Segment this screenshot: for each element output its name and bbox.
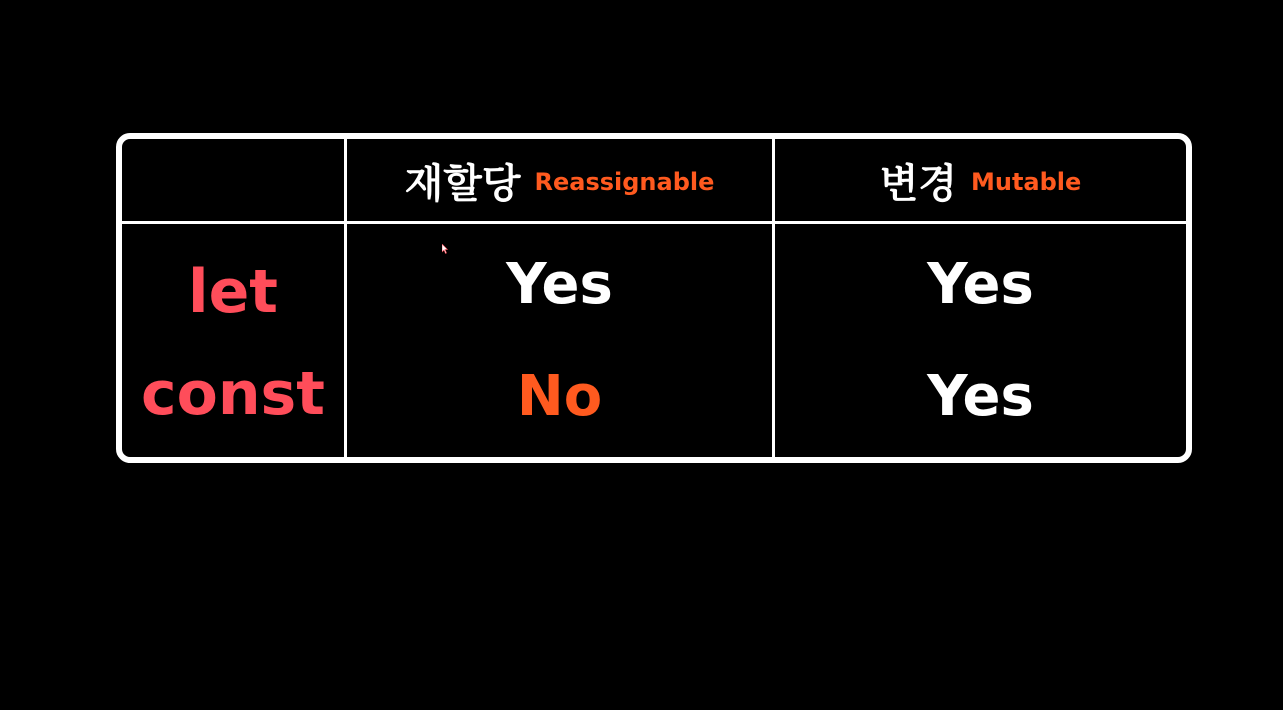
header-reassignable [347,139,772,221]
mouse-pointer-icon [442,244,448,254]
row-label-const: const [141,359,325,429]
header-mutable [775,139,1186,221]
const-reassignable-value: No [516,363,603,429]
header-mutable-korean: 변경 [879,160,957,207]
const-mutable-value: Yes [927,363,1034,429]
header-reassignable-english: Reassignable [534,168,715,196]
comparison-table [116,133,1192,463]
let-mutable-value: Yes [927,251,1034,317]
header-reassignable-korean: 재할당 [404,160,521,207]
let-reassignable-value: Yes [506,251,613,317]
row-label-let: let [188,257,278,327]
header-divider [122,221,1186,224]
header-mutable-english: Mutable [970,168,1082,196]
